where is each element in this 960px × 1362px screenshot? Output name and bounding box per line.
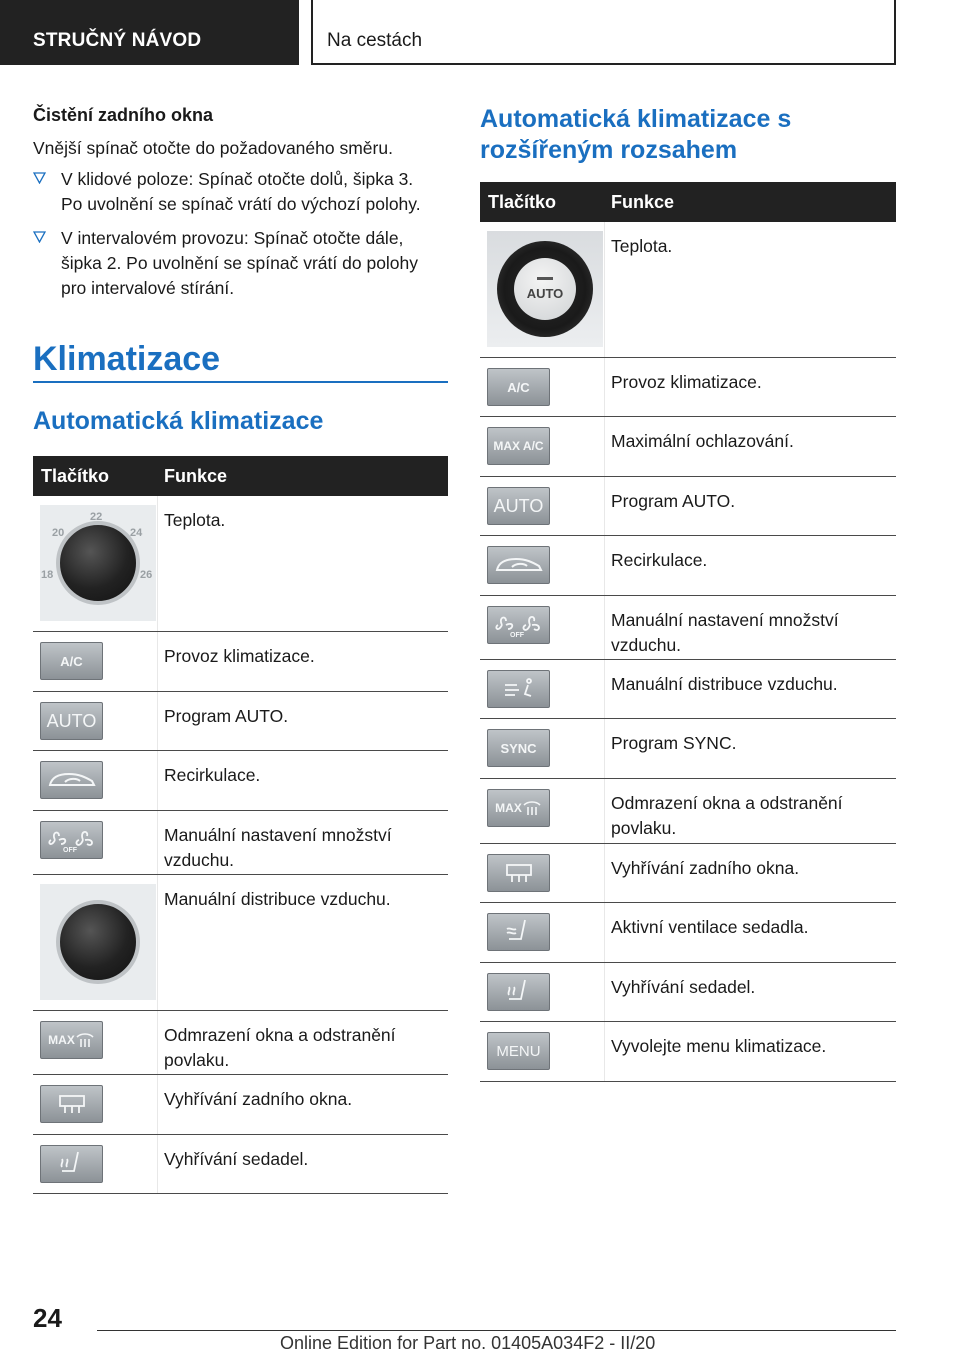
- function-text: Provoz klimatizace.: [164, 646, 315, 666]
- header-function: Funkce: [611, 192, 675, 212]
- table-row: [33, 751, 448, 811]
- function-text: Teplota.: [611, 236, 673, 256]
- bullet-line: Po uvolnění se spínač vrátí do výchozí polohy.: [61, 194, 421, 214]
- table-row: [480, 963, 896, 1022]
- table-header: [33, 456, 448, 496]
- header-function: Funkce: [164, 466, 228, 486]
- function-text: Recirkulace.: [611, 550, 708, 570]
- table-row: [480, 358, 896, 417]
- function-text: Program AUTO.: [164, 706, 289, 726]
- table-row: [33, 496, 448, 632]
- header-button: Tlačítko: [488, 192, 557, 212]
- table-row: [480, 660, 896, 719]
- heading-rule: [33, 381, 448, 383]
- table-row: [33, 1135, 448, 1194]
- temp-label: 18: [41, 569, 54, 581]
- temp-label: 24: [130, 527, 143, 539]
- table-row: [480, 779, 896, 844]
- bullet-line: šipka 2. Po uvolnění se spínač vrátí do polohy: [61, 253, 419, 273]
- function-text: Recirkulace.: [164, 765, 261, 785]
- recirculation-icon: [487, 546, 550, 584]
- temp-label: 22: [90, 511, 103, 523]
- triangle-bullet-icon: [33, 231, 46, 243]
- temperature-dial-icon: [40, 505, 156, 621]
- function-text: Odmrazení okna a odstranění povlaku.: [611, 793, 843, 838]
- ac-button-icon: A/C: [487, 368, 550, 406]
- bullet-rest-position: [33, 167, 448, 217]
- function-text: Aktivní ventilace sedadla.: [611, 917, 809, 937]
- chapter-tab: [311, 0, 896, 65]
- function-text: Provoz klimatizace.: [611, 372, 762, 392]
- function-text: Manuální nastavení množství vzduchu.: [164, 825, 392, 870]
- table-row: [33, 811, 448, 875]
- function-text: Vyhřívání sedadel.: [611, 977, 756, 997]
- table-row: [480, 719, 896, 779]
- menu-button-icon: MENU: [487, 1032, 550, 1070]
- rear-window-intro: Vnější spínač otočte do požadovaného směru.: [33, 138, 393, 158]
- function-text: Vyhřívání zadního okna.: [611, 858, 800, 878]
- function-text: Vyhřívání zadního okna.: [164, 1089, 353, 1109]
- auto-climate-heading: Automatická klimatizace: [33, 407, 324, 435]
- auto-temperature-knob-icon: AUTO: [487, 231, 603, 347]
- fan-speed-icon: [487, 606, 550, 644]
- section-title: STRUČNÝ NÁVOD: [33, 30, 202, 51]
- extended-climate-table: [480, 182, 896, 1082]
- rear-window-heating-icon: [487, 854, 550, 892]
- bullet-line: V intervalovém provozu: Spínač otočte dále,: [61, 228, 404, 248]
- table-row: [33, 692, 448, 751]
- max-defrost-icon: MAX: [487, 789, 550, 827]
- svg-text:OFF: OFF: [62, 847, 77, 854]
- table-row: [33, 632, 448, 692]
- seat-heating-icon: [487, 973, 550, 1011]
- ac-button-icon: A/C: [40, 642, 103, 680]
- table-row: [480, 1022, 896, 1082]
- table-row: [33, 1075, 448, 1135]
- function-text: Vyhřívání sedadel.: [164, 1149, 309, 1169]
- seat-ventilation-icon: [487, 913, 550, 951]
- function-text: Manuální distribuce vzduchu.: [611, 674, 838, 694]
- bullet-interval-mode: [33, 226, 448, 301]
- auto-climate-table: [33, 456, 448, 1194]
- temp-label: 26: [140, 569, 153, 581]
- function-text: Vyvolejte menu klimatizace.: [611, 1036, 827, 1056]
- section-heading-climate: Klimatizace: [33, 340, 221, 378]
- table-row: [480, 596, 896, 660]
- header-button: Tlačítko: [41, 466, 110, 486]
- table-row: [33, 875, 448, 1011]
- fan-speed-icon: [40, 821, 103, 859]
- section-tab: [0, 0, 299, 65]
- rear-window-heating-icon: [40, 1085, 103, 1123]
- air-distribution-dial-icon: [40, 884, 156, 1000]
- table-row: [480, 417, 896, 477]
- table-row: [480, 477, 896, 536]
- table-row: [33, 1011, 448, 1075]
- table-row: [480, 222, 896, 358]
- function-text: Program AUTO.: [611, 491, 736, 511]
- bullet-line: V klidové poloze: Spínač otočte dolů, šipka 3.: [61, 169, 414, 189]
- temp-label: 20: [52, 527, 65, 539]
- sync-button-icon: SYNC: [487, 729, 550, 767]
- triangle-bullet-icon: [33, 172, 46, 184]
- max-defrost-icon: MAX: [40, 1021, 103, 1059]
- auto-button-icon: AUTO: [487, 487, 550, 525]
- rear-window-heading: Čistění zadního okna: [33, 105, 214, 125]
- table-row: [480, 844, 896, 903]
- svg-text:OFF: OFF: [509, 632, 524, 639]
- function-text: Program SYNC.: [611, 733, 737, 753]
- edition-note: Online Edition for Part no. 01405A034F2 - II/20: [280, 1333, 656, 1353]
- function-text: Manuální nastavení množství vzduchu.: [611, 610, 839, 655]
- table-row: [480, 903, 896, 963]
- bullet-line: pro intervalové stírání.: [61, 278, 235, 298]
- function-text: Odmrazení okna a odstranění povlaku.: [164, 1025, 396, 1070]
- function-text: Maximální ochlazování.: [611, 431, 794, 451]
- auto-button-icon: AUTO: [40, 702, 103, 740]
- extended-climate-heading: Automatická klimatizace s rozšířeným rozsahem: [480, 105, 792, 164]
- page-number: 24: [33, 1303, 62, 1333]
- max-ac-button-icon: MAX A/C: [487, 427, 550, 465]
- function-text: Manuální distribuce vzduchu.: [164, 889, 391, 909]
- footer-rule: [97, 1330, 896, 1331]
- recirculation-icon: [40, 761, 103, 799]
- table-row: [480, 536, 896, 596]
- air-distribution-icon: [487, 670, 550, 708]
- function-text: Teplota.: [164, 510, 226, 530]
- chapter-title: Na cestách: [327, 30, 423, 51]
- seat-heating-icon: [40, 1145, 103, 1183]
- table-header: [480, 182, 896, 222]
